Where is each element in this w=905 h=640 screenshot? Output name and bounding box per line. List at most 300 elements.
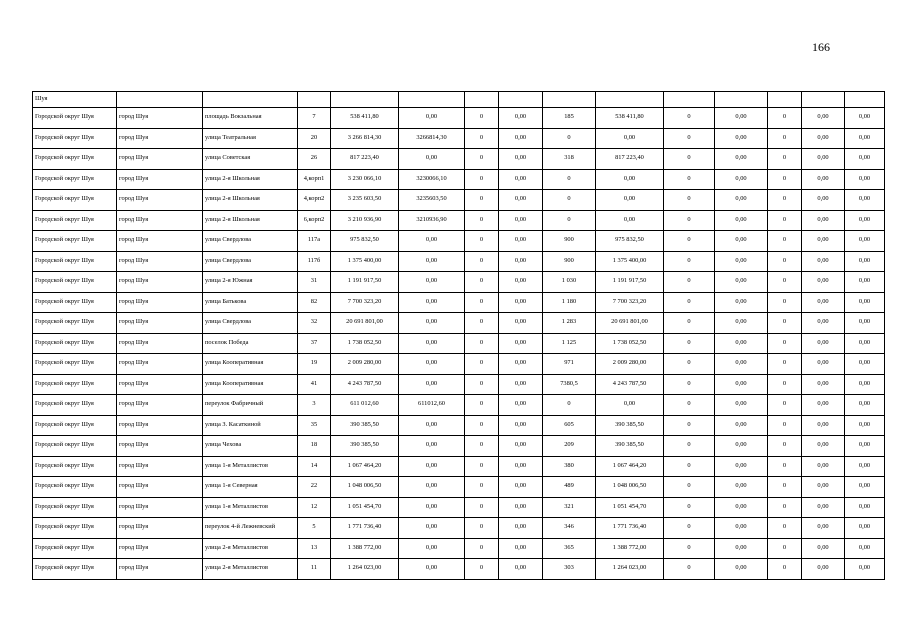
table-cell: 0,00 (399, 518, 465, 539)
table-cell: Городской округ Шуя (33, 272, 117, 293)
table-row (33, 415, 885, 436)
table-cell: 0,00 (845, 231, 885, 252)
table-cell: 0,00 (715, 231, 768, 252)
table-cell: 3 266 814,30 (331, 128, 399, 149)
table-cell: 0 (768, 272, 802, 293)
table-cell: 0 (768, 251, 802, 272)
table-cell: 0 (664, 559, 715, 580)
table-cell: 1 067 464,20 (331, 456, 399, 477)
table-cell: 0,00 (845, 436, 885, 457)
table-cell: 0,00 (802, 518, 845, 539)
table-cell: 0 (465, 518, 499, 539)
table-cell: 0 (465, 128, 499, 149)
table-cell: 1 771 736,40 (331, 518, 399, 539)
table-cell: 0,00 (715, 251, 768, 272)
table-cell: 611012,60 (399, 395, 465, 416)
table-cell: 0,00 (499, 559, 543, 580)
table-cell: 0 (465, 497, 499, 518)
table-cell: Городской округ Шуя (33, 231, 117, 252)
table-cell: 26 (298, 149, 331, 170)
table-cell: 0,00 (845, 210, 885, 231)
table-cell: город Шуя (117, 395, 203, 416)
table-cell: 318 (543, 149, 596, 170)
table-cell: 1 180 (543, 292, 596, 313)
table-cell: улица З. Касаткиной (203, 415, 298, 436)
table-cell: 0,00 (399, 415, 465, 436)
table-row (33, 231, 885, 252)
table-cell (802, 92, 845, 108)
table-cell: 0,00 (499, 169, 543, 190)
table-cell: переулок 4-й Лежневский (203, 518, 298, 539)
table-cell: 0,00 (399, 497, 465, 518)
table-cell (203, 92, 298, 108)
table-cell: улица 2-я Южная (203, 272, 298, 293)
table-cell: 0 (768, 231, 802, 252)
table-cell: 0,00 (596, 128, 664, 149)
table-cell: 0 (664, 456, 715, 477)
table-cell: 0,00 (399, 251, 465, 272)
table-cell: 0,00 (399, 436, 465, 457)
table-cell: 0 (768, 559, 802, 580)
table-cell: 0,00 (845, 128, 885, 149)
table-cell: 0 (768, 333, 802, 354)
table-cell: 11 (298, 559, 331, 580)
table-cell: 0,00 (596, 169, 664, 190)
table-row (33, 169, 885, 190)
table-cell: 0,00 (715, 559, 768, 580)
table-cell: 1 030 (543, 272, 596, 293)
table-cell: улица 1-я Металлистов (203, 456, 298, 477)
table-cell: Шуя (33, 92, 117, 108)
table-row (33, 354, 885, 375)
table-cell: 18 (298, 436, 331, 457)
table-cell: 611 012,60 (331, 395, 399, 416)
table-cell: 0 (465, 210, 499, 231)
table-cell: улица Кооперативная (203, 374, 298, 395)
table-cell: Городской округ Шуя (33, 313, 117, 334)
table-cell: 0 (465, 251, 499, 272)
table-cell: 0,00 (802, 333, 845, 354)
table-cell: 0,00 (802, 477, 845, 498)
table-cell: 0 (465, 374, 499, 395)
table-cell: 3 (298, 395, 331, 416)
table-row (33, 251, 885, 272)
table-cell: 0,00 (499, 128, 543, 149)
table-cell: 0,00 (399, 538, 465, 559)
table-cell: 390 385,50 (596, 436, 664, 457)
table-cell: улица Кооперативная (203, 354, 298, 375)
table-row (33, 374, 885, 395)
table-cell: 0,00 (845, 190, 885, 211)
table-cell: 303 (543, 559, 596, 580)
table-cell: 0,00 (845, 538, 885, 559)
table-cell: 0 (768, 477, 802, 498)
table-cell: 0,00 (715, 538, 768, 559)
table-cell: улица 2-я Школьная (203, 169, 298, 190)
table-cell: 0,00 (845, 374, 885, 395)
table-cell: 0 (543, 190, 596, 211)
table-cell: 0,00 (499, 251, 543, 272)
table-cell: 0,00 (399, 292, 465, 313)
table-cell: 0 (664, 231, 715, 252)
table-cell: 0,00 (845, 149, 885, 170)
table-cell: 0,00 (399, 374, 465, 395)
table-cell: 0,00 (845, 169, 885, 190)
table-cell: 3 235 603,50 (331, 190, 399, 211)
table-cell: 14 (298, 456, 331, 477)
table-cell: 0,00 (715, 456, 768, 477)
table-cell (117, 92, 203, 108)
table-cell: 817 223,40 (331, 149, 399, 170)
table-cell: город Шуя (117, 374, 203, 395)
table-cell: 1 375 400,00 (331, 251, 399, 272)
table-cell: 0,00 (802, 128, 845, 149)
table-cell: 0,00 (399, 477, 465, 498)
table-cell (715, 92, 768, 108)
table-cell: 0,00 (499, 415, 543, 436)
table-cell: город Шуя (117, 333, 203, 354)
table-cell: Городской округ Шуя (33, 374, 117, 395)
table-cell: 0,00 (715, 128, 768, 149)
table-cell (845, 92, 885, 108)
table-cell: 0,00 (802, 415, 845, 436)
table-cell: 41 (298, 374, 331, 395)
table-cell: 0,00 (845, 559, 885, 580)
table-cell: 0,00 (499, 374, 543, 395)
table-cell: 975 832,50 (331, 231, 399, 252)
table-cell: 3210936,90 (399, 210, 465, 231)
table-row (33, 436, 885, 457)
table-cell: улица 2-я Школьная (203, 210, 298, 231)
table-cell: 0,00 (802, 538, 845, 559)
table-cell: 0,00 (596, 210, 664, 231)
table-cell: 1 125 (543, 333, 596, 354)
table-row (33, 333, 885, 354)
table-cell: Городской округ Шуя (33, 395, 117, 416)
table-cell: улица Батькова (203, 292, 298, 313)
table-cell: 0,00 (802, 292, 845, 313)
table-cell: город Шуя (117, 292, 203, 313)
table-cell: город Шуя (117, 415, 203, 436)
table-cell: 0 (664, 128, 715, 149)
table-cell: 0,00 (802, 436, 845, 457)
table-cell: 900 (543, 231, 596, 252)
table-cell: улица Театральная (203, 128, 298, 149)
table-cell: 4 243 787,50 (331, 374, 399, 395)
table-cell: 0 (465, 169, 499, 190)
table-row (33, 272, 885, 293)
table-row (33, 559, 885, 580)
table-cell: 380 (543, 456, 596, 477)
table-cell: 0,00 (499, 231, 543, 252)
table-cell: 0,00 (596, 395, 664, 416)
table-cell: 1 771 736,40 (596, 518, 664, 539)
table-row (33, 497, 885, 518)
table-cell: 7 700 323,20 (331, 292, 399, 313)
table-cell: 0,00 (845, 251, 885, 272)
table-cell: Городской округ Шуя (33, 456, 117, 477)
table-cell: улица 1-я Северная (203, 477, 298, 498)
table-cell: 0,00 (499, 292, 543, 313)
table-cell: 0 (768, 374, 802, 395)
table-cell: 0,00 (499, 497, 543, 518)
table-cell: улица 2-я Металлистов (203, 538, 298, 559)
table-cell: 0,00 (715, 374, 768, 395)
table-cell: 0,00 (715, 149, 768, 170)
table-cell: 0 (465, 313, 499, 334)
table-cell: 0 (768, 354, 802, 375)
table-cell: город Шуя (117, 251, 203, 272)
table-cell: 20 691 801,00 (331, 313, 399, 334)
table-cell: 0,00 (715, 436, 768, 457)
table-cell: 0 (664, 169, 715, 190)
table-cell: 0,00 (715, 333, 768, 354)
table-cell: 1 388 772,00 (331, 538, 399, 559)
table-cell: 0,00 (802, 231, 845, 252)
table-cell: 346 (543, 518, 596, 539)
table-cell: 0,00 (715, 354, 768, 375)
table-cell: 209 (543, 436, 596, 457)
table-cell: 0,00 (845, 456, 885, 477)
table-cell: 0,00 (499, 108, 543, 129)
table-row (33, 149, 885, 170)
table-cell: улица Чехова (203, 436, 298, 457)
table-cell: Городской округ Шуя (33, 251, 117, 272)
table-cell: 0,00 (399, 272, 465, 293)
table-cell: 0 (768, 128, 802, 149)
table-cell: 0,00 (845, 313, 885, 334)
table-cell: 0,00 (399, 313, 465, 334)
table-cell: 0 (768, 190, 802, 211)
table-cell: 6,корп2 (298, 210, 331, 231)
table-cell: 117б (298, 251, 331, 272)
table-cell: улица Свердлова (203, 313, 298, 334)
table-row (33, 477, 885, 498)
table-cell: 0,00 (499, 333, 543, 354)
table-cell: 0 (465, 436, 499, 457)
table-cell: 0 (664, 415, 715, 436)
table-cell: 1 738 052,50 (596, 333, 664, 354)
table-cell: 0,00 (499, 456, 543, 477)
table-cell: 0,00 (802, 210, 845, 231)
table-cell: 0,00 (499, 395, 543, 416)
table-cell: 0,00 (499, 538, 543, 559)
table-cell: 0 (465, 149, 499, 170)
table-row (33, 518, 885, 539)
table-cell: 0 (664, 333, 715, 354)
table-cell: 0,00 (845, 415, 885, 436)
table-cell: Городской округ Шуя (33, 354, 117, 375)
table-cell: 605 (543, 415, 596, 436)
table-cell: 975 832,50 (596, 231, 664, 252)
table-cell: 0,00 (845, 354, 885, 375)
table-cell (331, 92, 399, 108)
table-cell: 0,00 (499, 313, 543, 334)
table-cell: 0 (465, 456, 499, 477)
table-cell: 365 (543, 538, 596, 559)
table-cell: 0 (768, 456, 802, 477)
table-cell: 0 (465, 559, 499, 580)
page-number: 166 (812, 40, 830, 54)
table-cell: город Шуя (117, 497, 203, 518)
table-cell: 1 191 917,50 (331, 272, 399, 293)
table-cell: 0 (543, 128, 596, 149)
table-cell: 0 (768, 313, 802, 334)
table-cell: 3235603,50 (399, 190, 465, 211)
table-cell: 0 (768, 497, 802, 518)
table-cell (399, 92, 465, 108)
table-cell: 0,00 (715, 190, 768, 211)
table-cell: 22 (298, 477, 331, 498)
table-cell: Городской округ Шуя (33, 559, 117, 580)
table-cell: 390 385,50 (331, 436, 399, 457)
table-cell: 1 191 917,50 (596, 272, 664, 293)
table-cell: 1 048 006,50 (596, 477, 664, 498)
table-cell (664, 92, 715, 108)
table-cell: 0,00 (399, 354, 465, 375)
table-cell: 0,00 (802, 313, 845, 334)
table-cell: Городской округ Шуя (33, 128, 117, 149)
table-cell: 0 (465, 231, 499, 252)
table-cell: 0,00 (845, 497, 885, 518)
table-row (33, 190, 885, 211)
table-cell: 0,00 (499, 149, 543, 170)
table-cell: 0,00 (845, 518, 885, 539)
table-cell: 0,00 (499, 354, 543, 375)
table-cell: 0,00 (715, 415, 768, 436)
table-cell: 0,00 (802, 456, 845, 477)
table-cell: 5 (298, 518, 331, 539)
table-cell: 0,00 (715, 210, 768, 231)
table-cell: 0,00 (715, 169, 768, 190)
table-cell: 0,00 (715, 313, 768, 334)
table-cell: 1 048 006,50 (331, 477, 399, 498)
table-cell: город Шуя (117, 108, 203, 129)
table-cell: город Шуя (117, 210, 203, 231)
register-table (32, 91, 885, 580)
table-cell: 20 (298, 128, 331, 149)
table-cell: Городской округ Шуя (33, 436, 117, 457)
table-cell: 0 (664, 374, 715, 395)
table-cell: 185 (543, 108, 596, 129)
table-cell: 0,00 (802, 374, 845, 395)
table-cell: 0 (465, 395, 499, 416)
table-cell: 1 051 454,70 (596, 497, 664, 518)
table-cell: 0,00 (715, 395, 768, 416)
table-cell: улица Свердлова (203, 231, 298, 252)
table-cell: 0 (664, 538, 715, 559)
table-cell: 0,00 (715, 477, 768, 498)
table-cell: 0,00 (802, 354, 845, 375)
table-cell: 0 (664, 436, 715, 457)
table-cell: 0,00 (845, 395, 885, 416)
table-cell: 0 (768, 415, 802, 436)
table-cell: 0 (465, 415, 499, 436)
table-row (33, 456, 885, 477)
table-cell: улица 2-я Школьная (203, 190, 298, 211)
table-cell: 0,00 (399, 108, 465, 129)
table-cell: 7 700 323,20 (596, 292, 664, 313)
table-cell (543, 92, 596, 108)
table-row (33, 395, 885, 416)
table-cell: 0,00 (802, 395, 845, 416)
table-cell: Городской округ Шуя (33, 477, 117, 498)
table-cell: 7 (298, 108, 331, 129)
table-cell: Городской округ Шуя (33, 518, 117, 539)
table-cell: 2 009 280,00 (331, 354, 399, 375)
table-cell: город Шуя (117, 559, 203, 580)
table-cell: Городской округ Шуя (33, 149, 117, 170)
table-cell: 0,00 (802, 149, 845, 170)
table-row (33, 108, 885, 129)
table-cell: 0 (664, 108, 715, 129)
table-cell: 1 738 052,50 (331, 333, 399, 354)
table-cell: переулок Фабричный (203, 395, 298, 416)
table-cell: 0,00 (399, 149, 465, 170)
table-cell: 0 (465, 292, 499, 313)
table-cell: 3230066,10 (399, 169, 465, 190)
table-cell: Городской округ Шуя (33, 538, 117, 559)
table-cell: город Шуя (117, 436, 203, 457)
table-cell: 0,00 (499, 210, 543, 231)
table-cell: город Шуя (117, 272, 203, 293)
table-cell: 0 (465, 108, 499, 129)
table-cell: 32 (298, 313, 331, 334)
table-cell: 0 (465, 538, 499, 559)
table-cell: 0 (664, 210, 715, 231)
table-cell: 0,00 (715, 272, 768, 293)
table-cell: 35 (298, 415, 331, 436)
table-cell: 0,00 (802, 559, 845, 580)
table-cell: 390 385,50 (331, 415, 399, 436)
table-cell: 0 (543, 169, 596, 190)
table-cell: 0 (768, 292, 802, 313)
table-cell: 0,00 (596, 190, 664, 211)
table-cell: 2 009 280,00 (596, 354, 664, 375)
table-cell: 1 051 454,70 (331, 497, 399, 518)
table-cell: 0,00 (802, 251, 845, 272)
table-cell: Городской округ Шуя (33, 169, 117, 190)
table-cell: 0,00 (715, 518, 768, 539)
table-cell: 1 283 (543, 313, 596, 334)
table-cell: 489 (543, 477, 596, 498)
table-cell: 0 (768, 538, 802, 559)
table-cell: 37 (298, 333, 331, 354)
table-cell: 0 (465, 477, 499, 498)
table-cell: 0 (664, 313, 715, 334)
table-cell: Городской округ Шуя (33, 108, 117, 129)
table-cell (499, 92, 543, 108)
table-cell: 13 (298, 538, 331, 559)
table-row (33, 210, 885, 231)
table-cell: 538 411,80 (596, 108, 664, 129)
table-cell: улица Советская (203, 149, 298, 170)
table-cell: 0,00 (802, 108, 845, 129)
table-cell: 3 210 936,90 (331, 210, 399, 231)
table-row-continuation (33, 92, 885, 108)
table-cell: 0 (664, 190, 715, 211)
table-cell: 0 (768, 108, 802, 129)
table-cell: город Шуя (117, 169, 203, 190)
table-cell: 0 (465, 190, 499, 211)
table-cell: 0 (664, 292, 715, 313)
table-cell: 0,00 (499, 477, 543, 498)
table-cell: площадь Вокзальная (203, 108, 298, 129)
table-cell (465, 92, 499, 108)
table-cell: 1 375 400,00 (596, 251, 664, 272)
table-cell: 0,00 (802, 497, 845, 518)
table-cell: Городской округ Шуя (33, 333, 117, 354)
